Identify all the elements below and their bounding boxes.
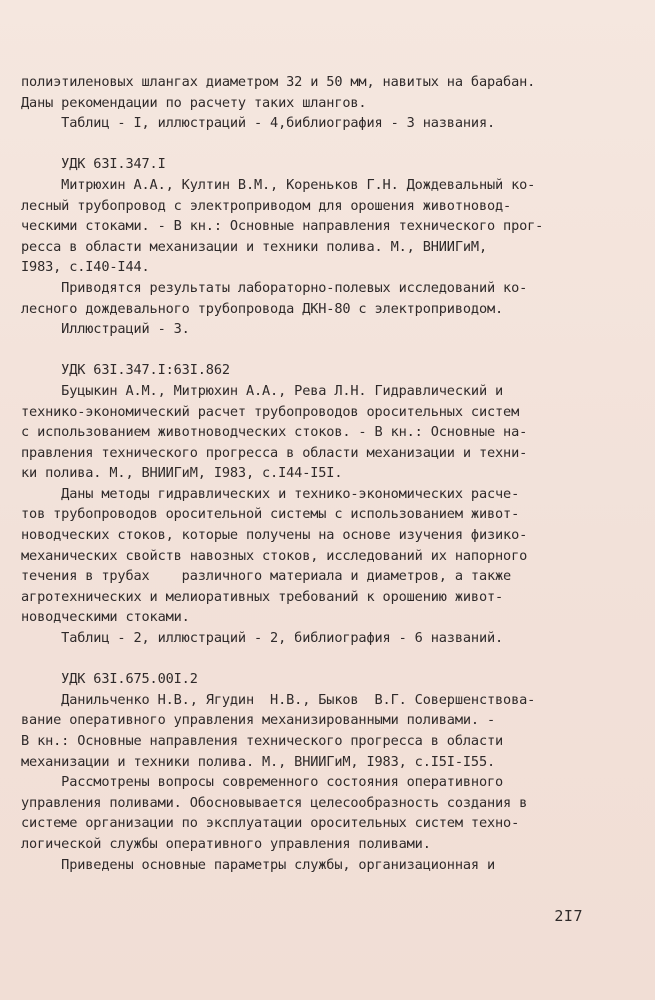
text-line: ки полива. М., ВНИИГиМ, I983, с.I44-I5I. [21, 465, 343, 482]
text-line: ческими стоками. - В кн.: Основные направления технического прог- [21, 218, 544, 235]
page-number: 2I7 [554, 907, 583, 925]
text-line: механизации и техники полива. М., ВНИИГиМ, I983, с.I5I-I55. [21, 753, 496, 770]
text-line: системе организации по эксплуатации оросительных систем техно- [21, 815, 520, 832]
text-line: Рассмотрены вопросы современного состояния оперативного [21, 774, 504, 791]
text-line: Приводятся результаты лабораторно-полевых исследований ко- [21, 279, 528, 296]
text-line: агротехнических и мелиоративных требований к орошению живот- [21, 588, 504, 605]
text-line: ресса в области механизации и техники полива. М., ВНИИГиМ, [21, 238, 487, 255]
text-line: Буцыкин А.М., Митрюхин А.А., Рева Л.Н. Гидравлический и [21, 382, 504, 399]
text-line: УДК 63I.347.I:63I.862 [21, 362, 230, 379]
page-text [21, 72, 641, 875]
text-line: новодческими стоками. [21, 609, 190, 626]
text-line: механических свойств навозных стоков, исследований их напорного [21, 547, 528, 564]
text-line: лесный трубопровод с электроприводом для орошения животновод- [21, 197, 512, 214]
text-line: логической службы оперативного управления поливами. [21, 835, 431, 852]
text-line: тов трубопроводов оросительной системы с использованием живот- [21, 506, 520, 523]
text-line: новодческих стоков, которые получены на основе изучения физико- [21, 527, 528, 544]
text-line: Даны методы гидравлических и технико-экономических расче- [21, 485, 520, 502]
text-line: правления технического прогресса в области механизации и техни- [21, 444, 528, 461]
text-line: В кн.: Основные направления технического прогресса в области [21, 733, 504, 749]
text-line: полиэтиленовых шлангах диаметром 32 и 50 мм, навитых на барабан. [21, 74, 536, 90]
text-line: течения в трубах различного материала и диаметров, а также [21, 568, 512, 585]
text-line: УДК 63I.347.I [21, 156, 166, 173]
text-line: с использованием животноводческих стоков. - В кн.: Основные на- [21, 424, 528, 441]
blank-line [21, 134, 641, 155]
text-line: лесного дождевального трубопровода ДКН-80 с электроприводом. [21, 300, 504, 317]
text-line: Иллюстраций - 3. [21, 321, 190, 338]
text-line: вание оперативного управления механизированными поливами. - [21, 712, 496, 729]
text-line: Приведены основные параметры службы, организационная и [21, 856, 496, 873]
text-line: Таблиц - 2, иллюстраций - 2, библиография - 6 названий. [21, 630, 504, 647]
text-line: технико-экономический расчет трубопроводов оросительных систем [21, 403, 520, 420]
text-line: УДК 63I.675.00I.2 [21, 671, 198, 688]
text-line: Данильченко Н.В., Ягудин Н.В., Быков В.Г. Совершенствова- [21, 691, 536, 708]
blank-line [21, 649, 641, 670]
text-line: Митрюхин А.А., Култин В.М., Кореньков Г.Н. Дождевальный ко- [21, 176, 536, 193]
blank-line [21, 340, 641, 361]
text-line: I983, с.I40-I44. [21, 259, 150, 276]
text-line: Таблиц - I, иллюстраций - 4,библиография - 3 названия. [21, 115, 496, 132]
text-line: управления поливами. Обосновывается целесообразность создания в [21, 794, 528, 811]
text-line: Даны рекомендации по расчету таких шлангов. [21, 94, 367, 111]
